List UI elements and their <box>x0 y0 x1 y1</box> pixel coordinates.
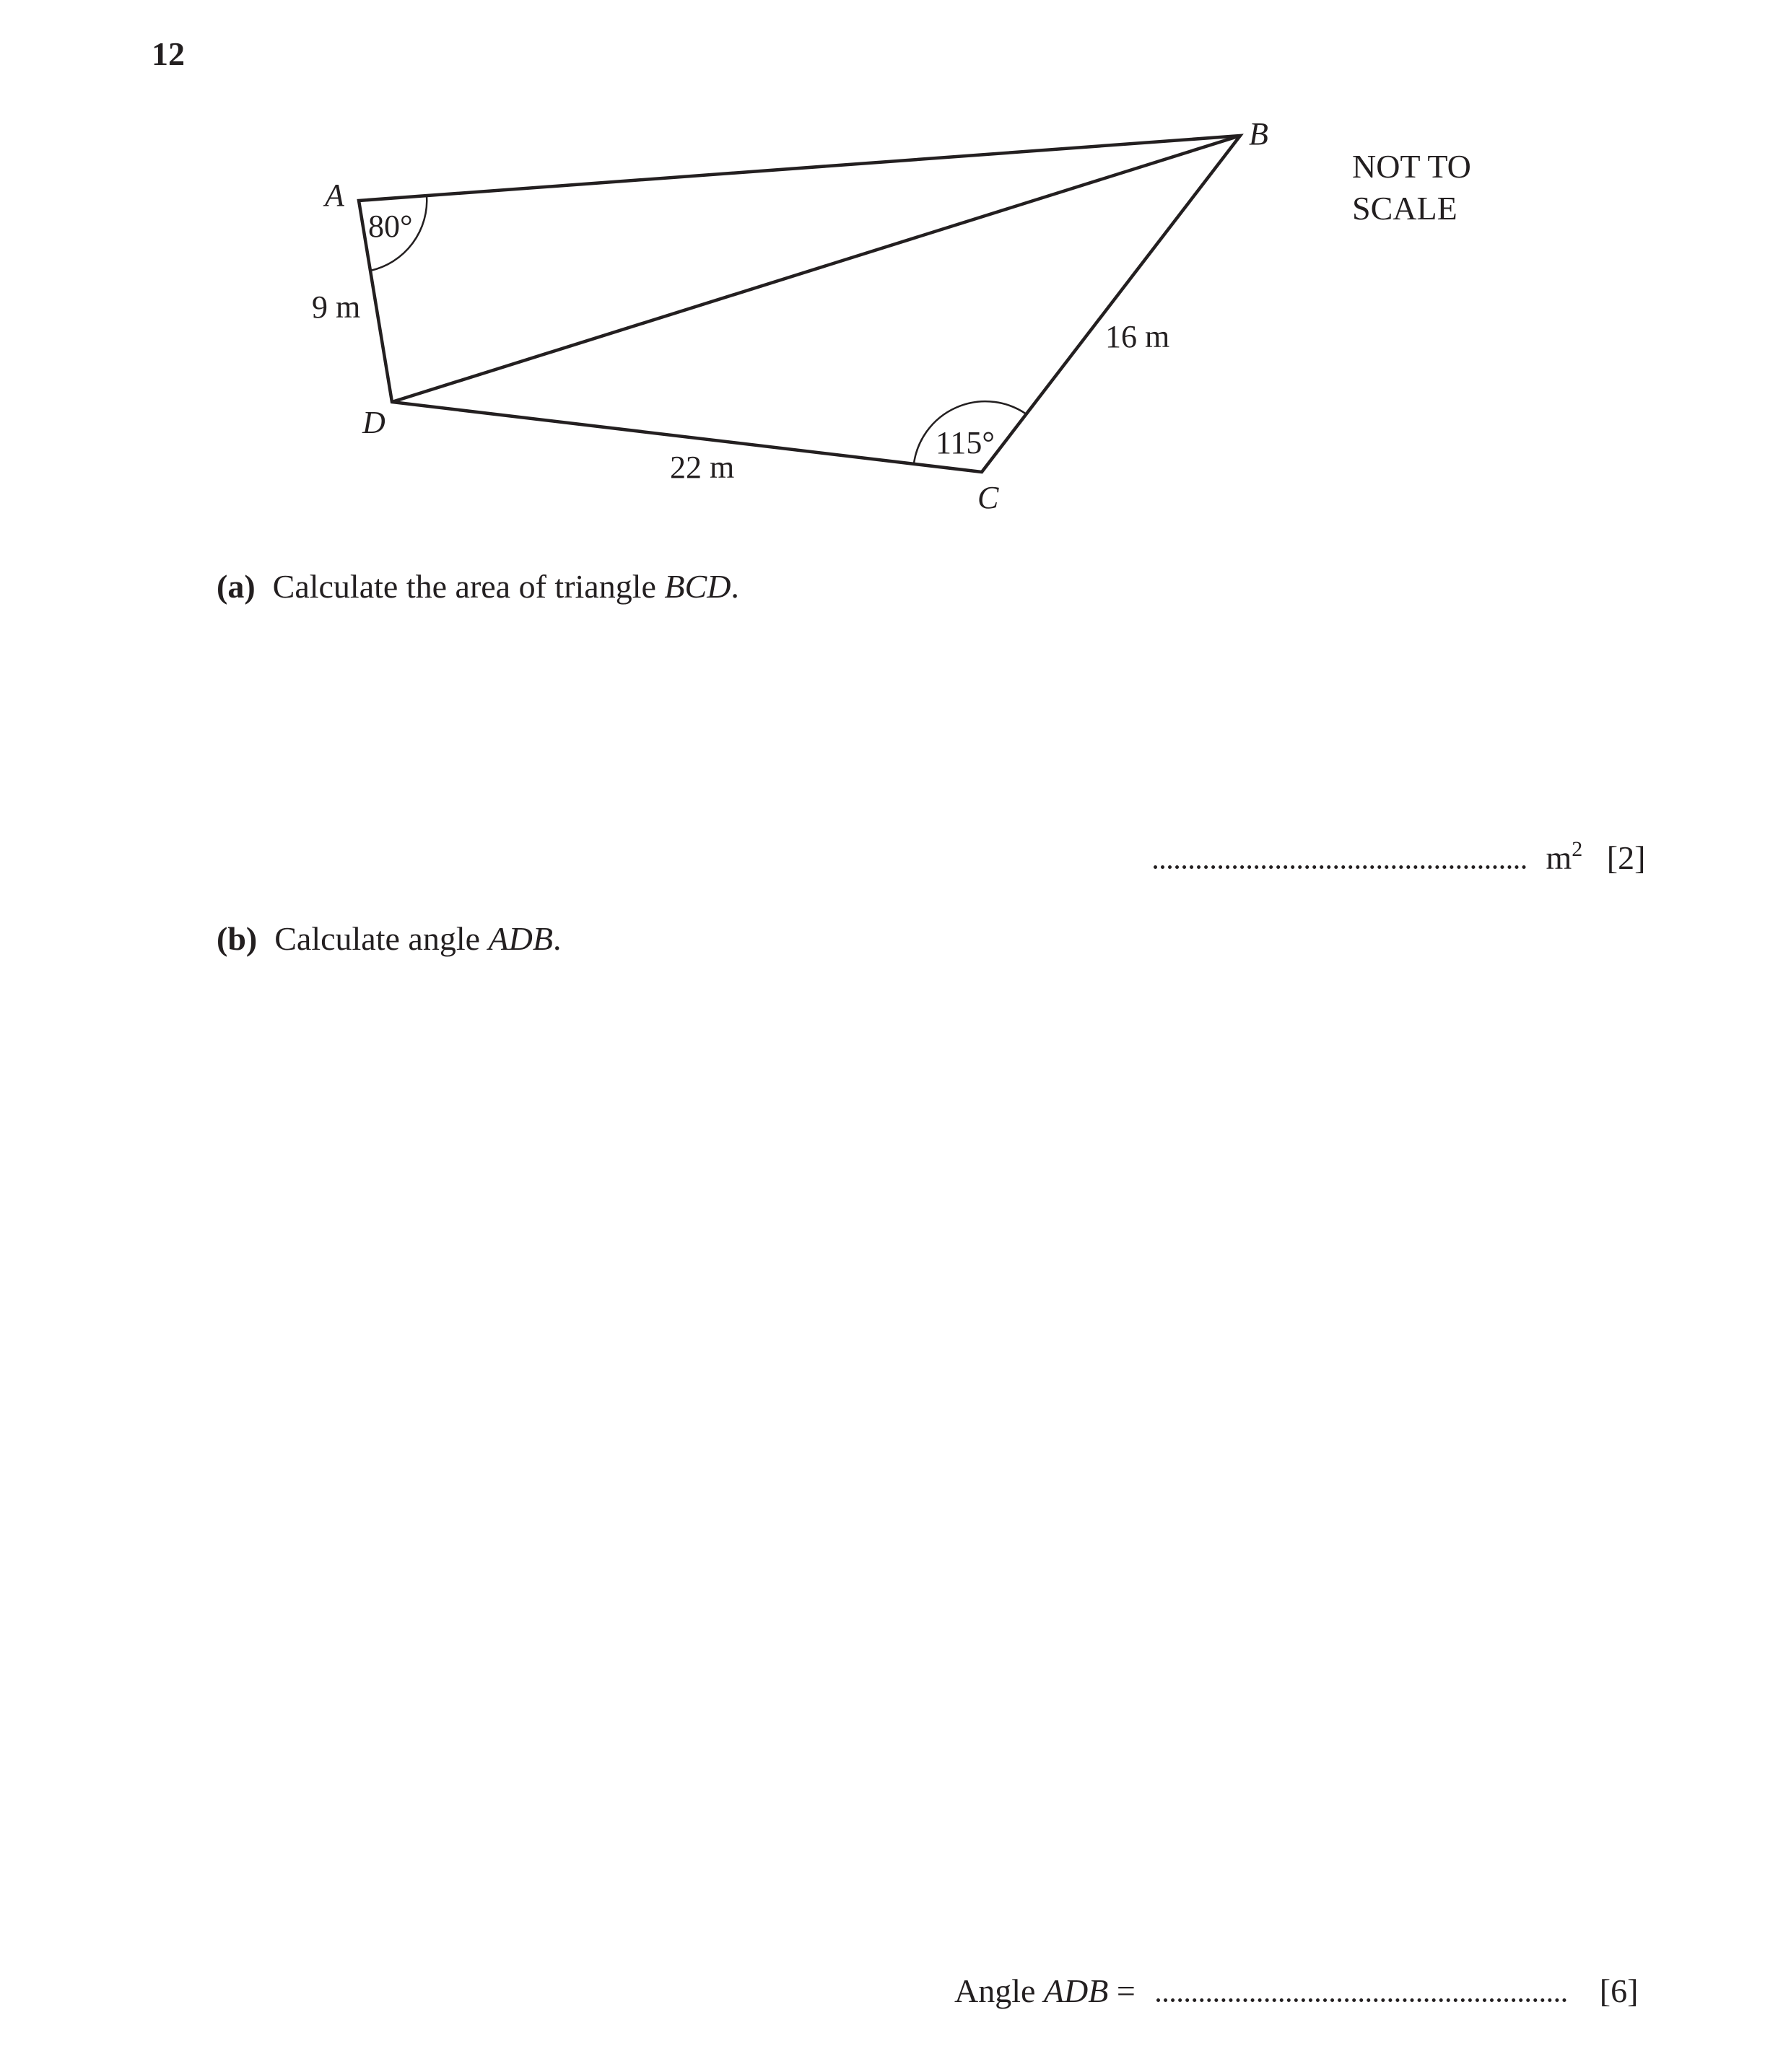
part-b-question <box>217 919 561 958</box>
part-b-answer-prefix: Angle <box>954 1972 1044 2009</box>
part-a-text-prefix: Calculate the area of triangle <box>272 568 665 605</box>
part-a-text-suffix: . <box>731 568 739 605</box>
part-a-unit <box>1546 839 1583 876</box>
part-b-label: (b) <box>217 920 258 957</box>
part-a-answer-field[interactable] <box>1154 841 1526 869</box>
vertex-label-b: B <box>1249 116 1268 152</box>
part-b-text-italic: ADB <box>488 920 553 957</box>
quadrilateral-diagram <box>0 0 1791 548</box>
vertex-label-a: A <box>325 178 344 213</box>
part-a-marks: [2] <box>1606 839 1646 876</box>
diagonal-db <box>392 136 1240 402</box>
part-a-question <box>217 567 739 606</box>
part-a-answer-line <box>1154 839 1645 877</box>
side-label-ad: 9 m <box>312 289 361 325</box>
part-b-text <box>274 920 561 957</box>
part-b-text-suffix: . <box>552 920 562 957</box>
side-label-bc: 16 m <box>1105 319 1170 354</box>
quadrilateral-outline <box>359 136 1240 472</box>
part-a-text-italic: BCD <box>664 568 731 605</box>
not-to-scale-note <box>1352 146 1471 230</box>
question-number: 12 <box>152 35 185 72</box>
part-b-answer-equals: = <box>1108 1972 1136 2009</box>
not-to-scale-line1: NOT TO <box>1352 148 1471 185</box>
part-b-marks: [6] <box>1599 1972 1639 2009</box>
part-a-label: (a) <box>217 568 256 605</box>
part-b-answer-line <box>954 1972 1638 2010</box>
part-b-answer-label <box>954 1972 1136 2009</box>
part-a-unit-base: m <box>1546 839 1572 876</box>
part-b-answer-italic: ADB <box>1043 1972 1109 2009</box>
vertex-label-c: C <box>977 480 999 515</box>
part-a-unit-power: 2 <box>1572 837 1583 861</box>
part-b-text-prefix: Calculate angle <box>274 920 489 957</box>
part-a-text <box>273 568 739 605</box>
side-label-dc: 22 m <box>670 450 735 485</box>
angle-label-c: 115° <box>936 425 995 460</box>
angle-label-a: 80° <box>368 209 413 244</box>
not-to-scale-line2: SCALE <box>1352 190 1457 227</box>
vertex-label-d: D <box>362 405 385 440</box>
part-b-answer-field[interactable] <box>1156 1974 1566 2002</box>
